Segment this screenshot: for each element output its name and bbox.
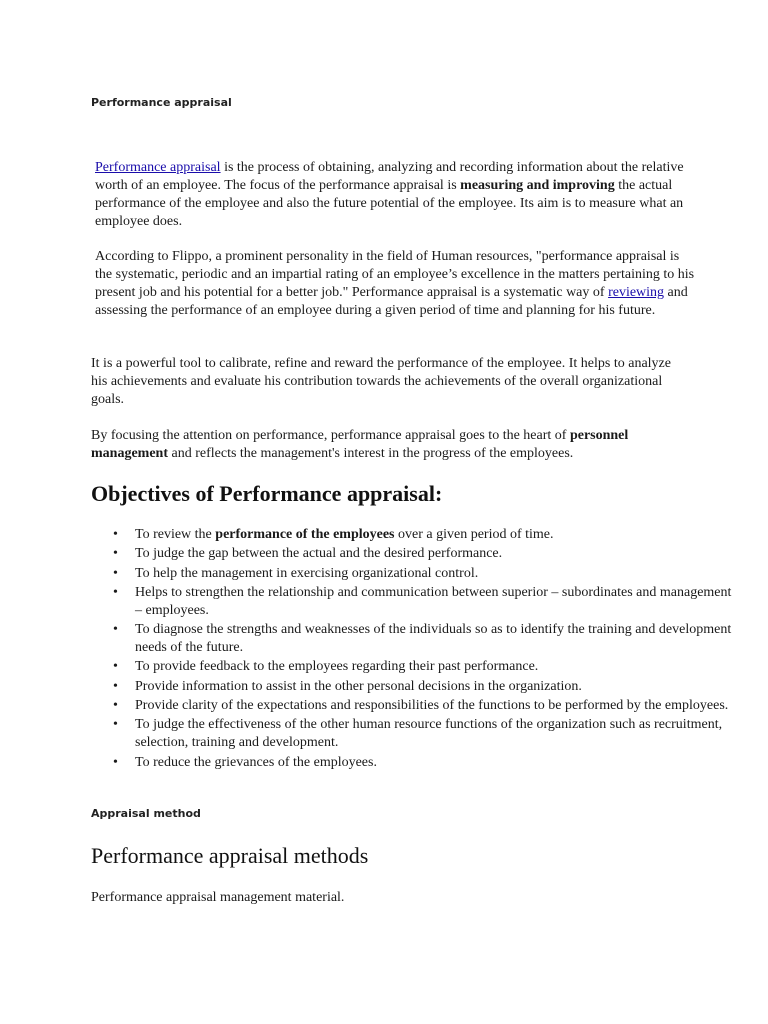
bullet-icon: • bbox=[113, 584, 118, 600]
top-heading: Performance appraisal bbox=[91, 96, 232, 109]
objectives-list bbox=[91, 526, 735, 773]
flippo-text-1: According to Flippo, a prominent personality in the field of Human resources, "performance appraisal is the systematic, periodic and an impartial rating of an employee’s excellence in the matters pertaining to his present job and his potential for a better job." Performance appraisal is a systematic way of bbox=[95, 249, 695, 300]
intro-bold: measuring and improving bbox=[460, 178, 615, 193]
objectives-heading: Objectives of Performance appraisal: bbox=[91, 481, 443, 506]
list-item: • To review the performance of the employees over a given period of time. bbox=[113, 527, 554, 542]
methods-paragraph: Performance appraisal management material. bbox=[91, 890, 345, 905]
list-item: • To help the management in exercising organizational control. bbox=[113, 565, 479, 581]
bullet-icon: • bbox=[113, 717, 118, 733]
bullet-icon: • bbox=[113, 622, 118, 638]
performance-appraisal-link[interactable]: Performance appraisal bbox=[95, 160, 221, 175]
bullet-icon: • bbox=[113, 659, 118, 675]
list-item: • To reduce the grievances of the employees. bbox=[113, 754, 377, 770]
focus-paragraph bbox=[91, 427, 681, 463]
bullet-icon: • bbox=[113, 546, 118, 562]
bullet-icon: • bbox=[113, 754, 118, 770]
flippo-paragraph bbox=[95, 248, 695, 320]
list-item: • To judge the gap between the actual and the desired performance. bbox=[113, 546, 503, 562]
bullet-icon: • bbox=[113, 678, 118, 694]
bullet-icon: • bbox=[113, 698, 118, 714]
list-item: • Helps to strengthen the relationship and communication between superior – subordinates and management – employees. bbox=[113, 584, 732, 618]
intro-text-1: is the process of obtaining, analyzing and recording information about the relative worth of an employee. The focus of the performance appraisal is bbox=[95, 160, 684, 193]
flippo-text-2: and assessing the performance of an employee during a given period of time and planning for his future. bbox=[95, 285, 688, 318]
bullet-icon: • bbox=[113, 565, 118, 581]
list-item: • To judge the effectiveness of the other human resource functions of the organization such as recruitment, selection, training and development. bbox=[113, 717, 723, 751]
list-item: • To diagnose the strengths and weaknesses of the individuals so as to identify the training and development needs of the future. bbox=[113, 622, 732, 656]
focus-text-1: By focusing the attention on performance, performance appraisal goes to the heart of bbox=[91, 428, 570, 443]
list-item: • Provide clarity of the expectations and responsibilities of the functions to be performed by the employees. bbox=[113, 698, 729, 714]
appraisal-method-heading: Appraisal method bbox=[91, 807, 201, 820]
intro-text-2: the actual performance of the employee and also the future potential of the employee. Its aim is to measure what an employee does. bbox=[95, 178, 684, 229]
focus-bold: personnel management bbox=[91, 428, 629, 461]
list-item: • Provide information to assist in the other personal decisions in the organization. bbox=[113, 678, 582, 694]
intro-paragraph bbox=[95, 159, 695, 231]
list-item: • To provide feedback to the employees regarding their past performance. bbox=[113, 659, 539, 675]
focus-text-2: and reflects the management's interest in the progress of the employees. bbox=[168, 446, 574, 461]
bullet-icon: • bbox=[113, 527, 118, 542]
reviewing-link[interactable]: reviewing bbox=[608, 285, 665, 300]
methods-heading: Performance appraisal methods bbox=[91, 843, 369, 868]
tool-paragraph: It is a powerful tool to calibrate, refine and reward the performance of the employee. It helps to analyze his achievements and evaluate his contribution towards the achievements of the overall organizational goals. bbox=[91, 356, 671, 407]
